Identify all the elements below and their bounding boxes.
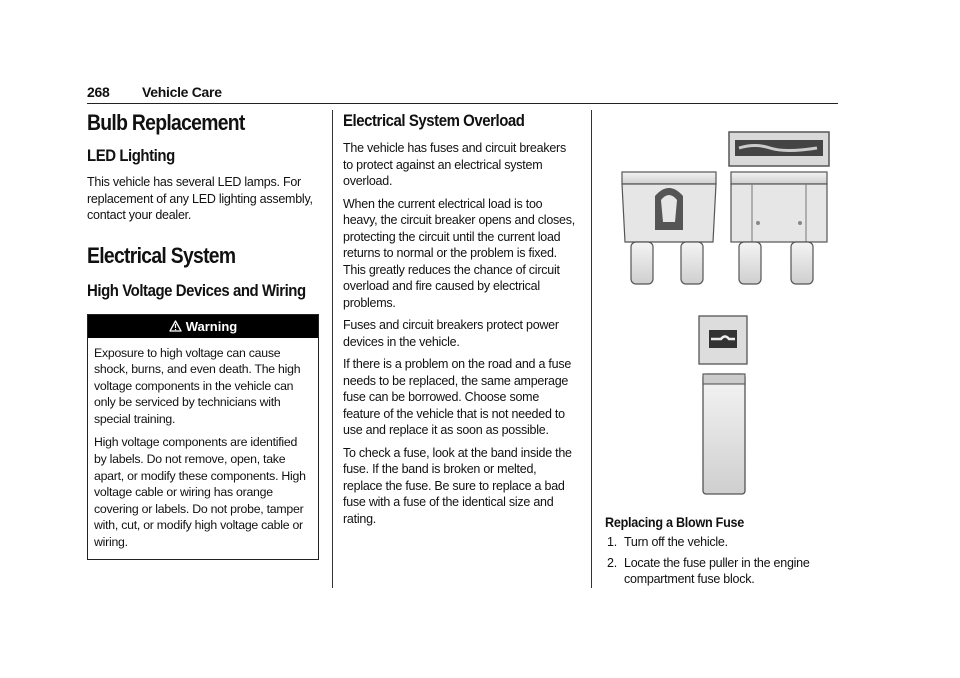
warning-box	[87, 314, 319, 560]
heading-led-lighting: LED Lighting	[87, 146, 175, 165]
heading-electrical-system: Electrical System	[87, 242, 236, 268]
heading-high-voltage: High Voltage Devices and Wiring	[87, 280, 306, 300]
warning-body	[88, 338, 318, 559]
fuse-back-view-icon	[731, 172, 827, 284]
fuse-front-blown-icon	[622, 172, 716, 284]
fuse-top-view-icon	[729, 132, 829, 166]
overload-paragraph: Fuses and circuit breakers protect power devices in the vehicle.	[343, 318, 559, 349]
step-text: Locate the fuse puller in the engine compartment fuse block.	[624, 555, 810, 586]
heading-electrical-overload: Electrical System Overload	[343, 111, 525, 130]
mini-fuse-top-icon	[699, 316, 747, 364]
column-divider	[332, 110, 333, 588]
overload-paragraph: When the current electrical load is too heavy, the circuit breaker opens and closes, protecting the circuit until the current load returns to normal or the problem is fixed. This greatly reduces the chance of circuit overload and fire caused by electrical problems.	[343, 196, 575, 310]
heading-replacing-fuse: Replacing a Blown Fuse	[605, 514, 744, 530]
list-item	[605, 534, 840, 551]
overload-paragraph: To check a fuse, look at the band inside the fuse. If the band is broken or melted, replace the fuse. Be sure to replace a bad fuse with a fuse of the identical size and rating.	[343, 445, 572, 526]
right-column	[605, 110, 840, 588]
step-number: 2.	[607, 555, 617, 570]
fuse-illustration-icon	[605, 110, 840, 505]
step-number: 1.	[607, 535, 617, 549]
led-paragraph: This vehicle has several LED lamps. For replacement of any LED lighting assembly, contact your dealer.	[87, 175, 313, 222]
middle-column	[343, 110, 578, 527]
left-column	[87, 110, 320, 560]
overload-paragraph: If there is a problem on the road and a fuse needs to be replaced, the same amperage fuse can be borrowed. Choose some feature of the vehicle that is not needed to use and replace it as soon as possible.	[343, 357, 572, 437]
list-item	[605, 555, 840, 588]
warning-header	[88, 315, 318, 338]
section-name: Vehicle Care	[142, 84, 222, 100]
page-number: 268	[87, 84, 110, 100]
warning-label: Warning	[185, 318, 238, 334]
mini-fuse-body-icon	[703, 374, 745, 494]
steps-list	[605, 534, 840, 588]
warning-paragraph: Exposure to high voltage can cause shock, burns, and even death. The high voltage components in the vehicle can only be serviced by technicians with special training.	[94, 345, 301, 426]
column-divider	[591, 110, 592, 588]
warning-triangle-icon	[169, 315, 182, 338]
step-text: Turn off the vehicle.	[624, 535, 728, 549]
page-header	[87, 84, 838, 104]
heading-bulb-replacement: Bulb Replacement	[87, 110, 245, 135]
overload-paragraph: The vehicle has fuses and circuit breakers to protect against an electrical system overload.	[343, 141, 566, 188]
warning-paragraph: High voltage components are identified by labels. Do not remove, open, take apart, or modify these components. High voltage cable or wiring has orange covering or labels. Do not probe, tamper with, cut, or modify high voltage cable or wiring.	[94, 435, 306, 550]
